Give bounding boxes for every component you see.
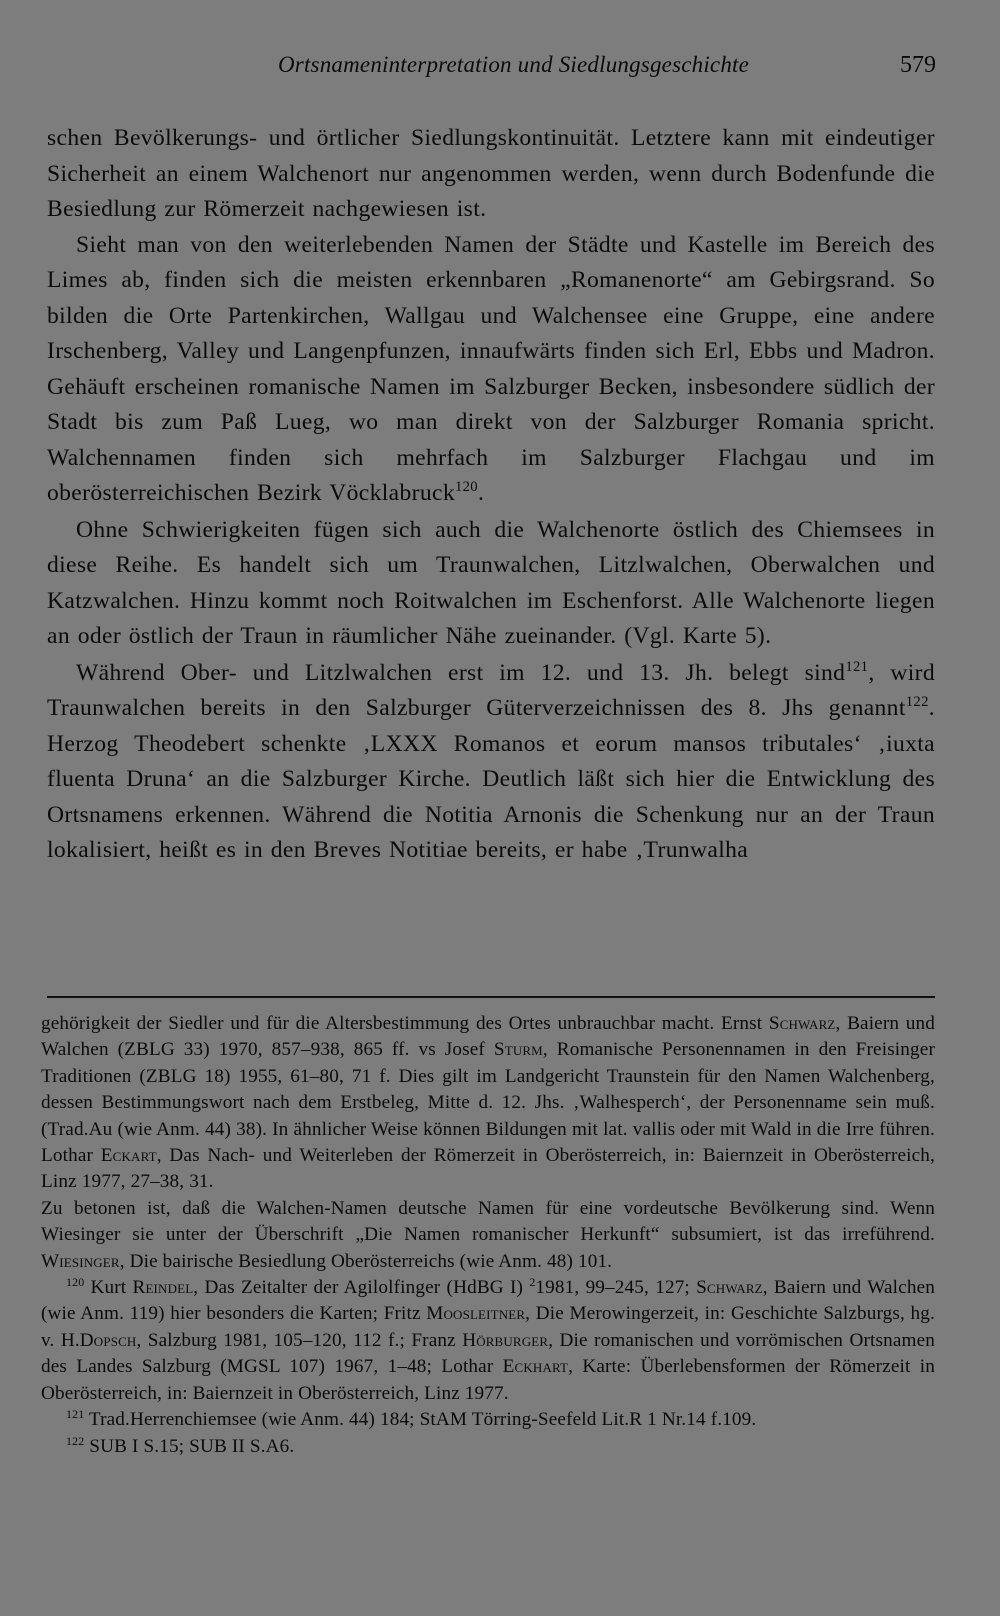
footnote-number: 121 [66, 1406, 85, 1421]
footnote-text: , Die bairische Besiedlung Oberösterreichs (wie Anm. 48) 101. [119, 1250, 613, 1272]
footnote-text: , Die romanischen und vorrömischen Ortsnamen des Landes Salzburg (MGSL 107) 1967, 1–48; Lothar [41, 1329, 935, 1378]
author-name: Reindel [132, 1277, 194, 1299]
footnote-continued [41, 1196, 935, 1275]
footnote-text: , Salzburg 1981, 105–120, 112 f.; Franz [136, 1329, 463, 1351]
footnote-continued [41, 1011, 935, 1196]
author-name: Moosleitner [426, 1303, 526, 1325]
author-name: Wiesinger [41, 1250, 120, 1272]
author-name: Sturm [493, 1039, 543, 1061]
footnote-122 [41, 1434, 935, 1460]
author-name: Eckhart [502, 1356, 569, 1378]
footnote-120 [41, 1275, 935, 1407]
footnote-text: gehörigkeit der Siedler und für die Altersbestimmung des Ortes unbrauchbar macht. Ernst [41, 1013, 769, 1034]
footnote-number: 122 [66, 1433, 85, 1448]
paragraph-text: Sieht man von den weiterlebenden Namen der Städte und Kastelle im Bereich des Limes ab, finden sich die meisten erkennbaren „Romanenorte“ am Gebirgsrand. So bilden die Orte Partenkirchen, Wallgau und Walchensee eine Gruppe, eine andere Irschenberg, Valley und Langenpfunzen, innaufwärts finden sich Erl, Ebbs und Madron. Gehäuft erscheinen romanische Namen im Salzburger Becken, insbesondere südlich der Stadt bis zum Paß Lueg, wo man direkt von der Salzburger Romania spricht. Walchennamen finden sich mehrfach im Salzburger Flachgau und im oberösterreichischen Bezirk Vöcklabruck [47, 231, 935, 506]
footnote-text: , Karte: Überlebensformen der Römerzeit in Oberösterreich, in: Baiernzeit in Oberösterreich, Linz 1977. [41, 1356, 935, 1404]
paragraph [47, 656, 935, 869]
footnote-text: SUB I S.15; SUB II S.A6. [84, 1435, 295, 1457]
author-name: Schwarz [696, 1277, 763, 1299]
author-name: Eckart [100, 1145, 157, 1167]
footnote-ref: 121 [845, 658, 869, 675]
footnote-text: , Die Merowingerzeit, in: Geschichte Salzburgs, hg. v. H. [41, 1303, 935, 1351]
footnote-ref: 122 [905, 694, 929, 711]
footnote-ref: 120 [454, 479, 478, 496]
author-name: Dopsch [79, 1329, 137, 1351]
paragraph-text: . Herzog Theodebert schenkte ‚LXXX Romanos et eorum mansos tributales‘ ‚iuxta fluenta Druna‘ an die Salzburger Kirche. Deutlich läßt sich hier die Entwicklung des Ortsnamens erkennen. Während die Notitia Arnonis die Schenkung nur an der Traun lokalisiert, heißt es in den Breves Notitiae bereits, er habe ‚Trunwalha [47, 695, 935, 863]
author-name: Hörburger [462, 1329, 549, 1351]
footnote-separator [47, 996, 935, 998]
footnote-text: , Das Zeitalter der Agilolfinger (HdBG I) [193, 1277, 530, 1299]
footnote-text: 1981, 99–245, 127; [535, 1277, 697, 1299]
footnotes [41, 1011, 935, 1460]
footnote-121 [41, 1407, 935, 1433]
main-text [47, 121, 935, 869]
paragraph [47, 228, 935, 512]
footnote-text: , Romanische Personennamen in den Freisinger Traditionen (ZBLG 18) 1955, 61–80, 71 f. Dies gilt im Landgericht Traunstein für den Namen Walchenberg, dessen Bestimmungswort nach dem Erstbeleg, Mitte d. 12. Jhs. ‚Walhesperch‘, der Personenname sein muß. (Trad.Au (wie Anm. 44) 38). In ähnlicher Weise können Bildungen mit lat. vallis oder mit Wald in die Irre führen. Lothar [41, 1039, 935, 1167]
footnote-text: , Baiern und Walchen (wie Anm. 119) hier besonders die Karten; Fritz [41, 1277, 935, 1325]
edition-number: 2 [529, 1274, 536, 1289]
paragraph: schen Bevölkerungs- und örtlicher Siedlungskontinuität. Letztere kann mit eindeutiger Sicherheit an einem Walchenort nur angenommen werden, wenn durch Bodenfunde die Besiedlung zur Römerzeit nachgewiesen ist. [47, 125, 935, 222]
footnote-text: Zu betonen ist, daß die Walchen-Namen deutsche Namen für eine vordeutsche Bevölkerung sind. Wenn Wiesinger sie unter der Überschrift „Die Namen romanischer Herkunft“ subsumiert, ist das irreführend. [41, 1197, 935, 1246]
footnote-number: 120 [66, 1274, 85, 1289]
footnote-text: Trad.Herrenchiemsee (wie Anm. 44) 184; StAM Törring-Seefeld Lit.R 1 Nr.14 f.109. [84, 1409, 757, 1431]
paragraph-text: Während Ober- und Litzlwalchen erst im 12. und 13. Jh. belegt sind [76, 659, 846, 686]
paragraph: Ohne Schwierigkeiten fügen sich auch die Walchenorte östlich des Chiemsees in diese Reihe. Es handelt sich um Traunwalchen, Litzlwalchen, Oberwalchen und Katzwalchen. Hinzu kommt noch Roitwalchen im Eschenforst. Alle Walchenorte liegen an oder östlich der Traun in räumlicher Nähe zueinander. (Vgl. Karte 5). [47, 516, 935, 649]
footnote-text: , Baiern und Walchen (ZBLG 33) 1970, 857–938, 865 ff. vs Josef [41, 1013, 935, 1061]
paragraph-text: . [477, 480, 485, 506]
page-number: 579 [900, 52, 936, 78]
footnote-text: Kurt [84, 1277, 133, 1299]
footnote-text: , Das Nach- und Weiterleben der Römerzeit in Oberösterreich, in: Baiernzeit in Oberösterreich, Linz 1977, 27–38, 31. [41, 1145, 935, 1193]
page-header [278, 52, 936, 88]
running-title: Ortsnameninterpretation und Siedlungsgeschichte [278, 52, 750, 77]
author-name: Schwarz [768, 1013, 836, 1034]
paragraph-text: , wird Traunwalchen bereits in den Salzburger Güterverzeichnissen des 8. Jhs genannt [47, 659, 935, 721]
